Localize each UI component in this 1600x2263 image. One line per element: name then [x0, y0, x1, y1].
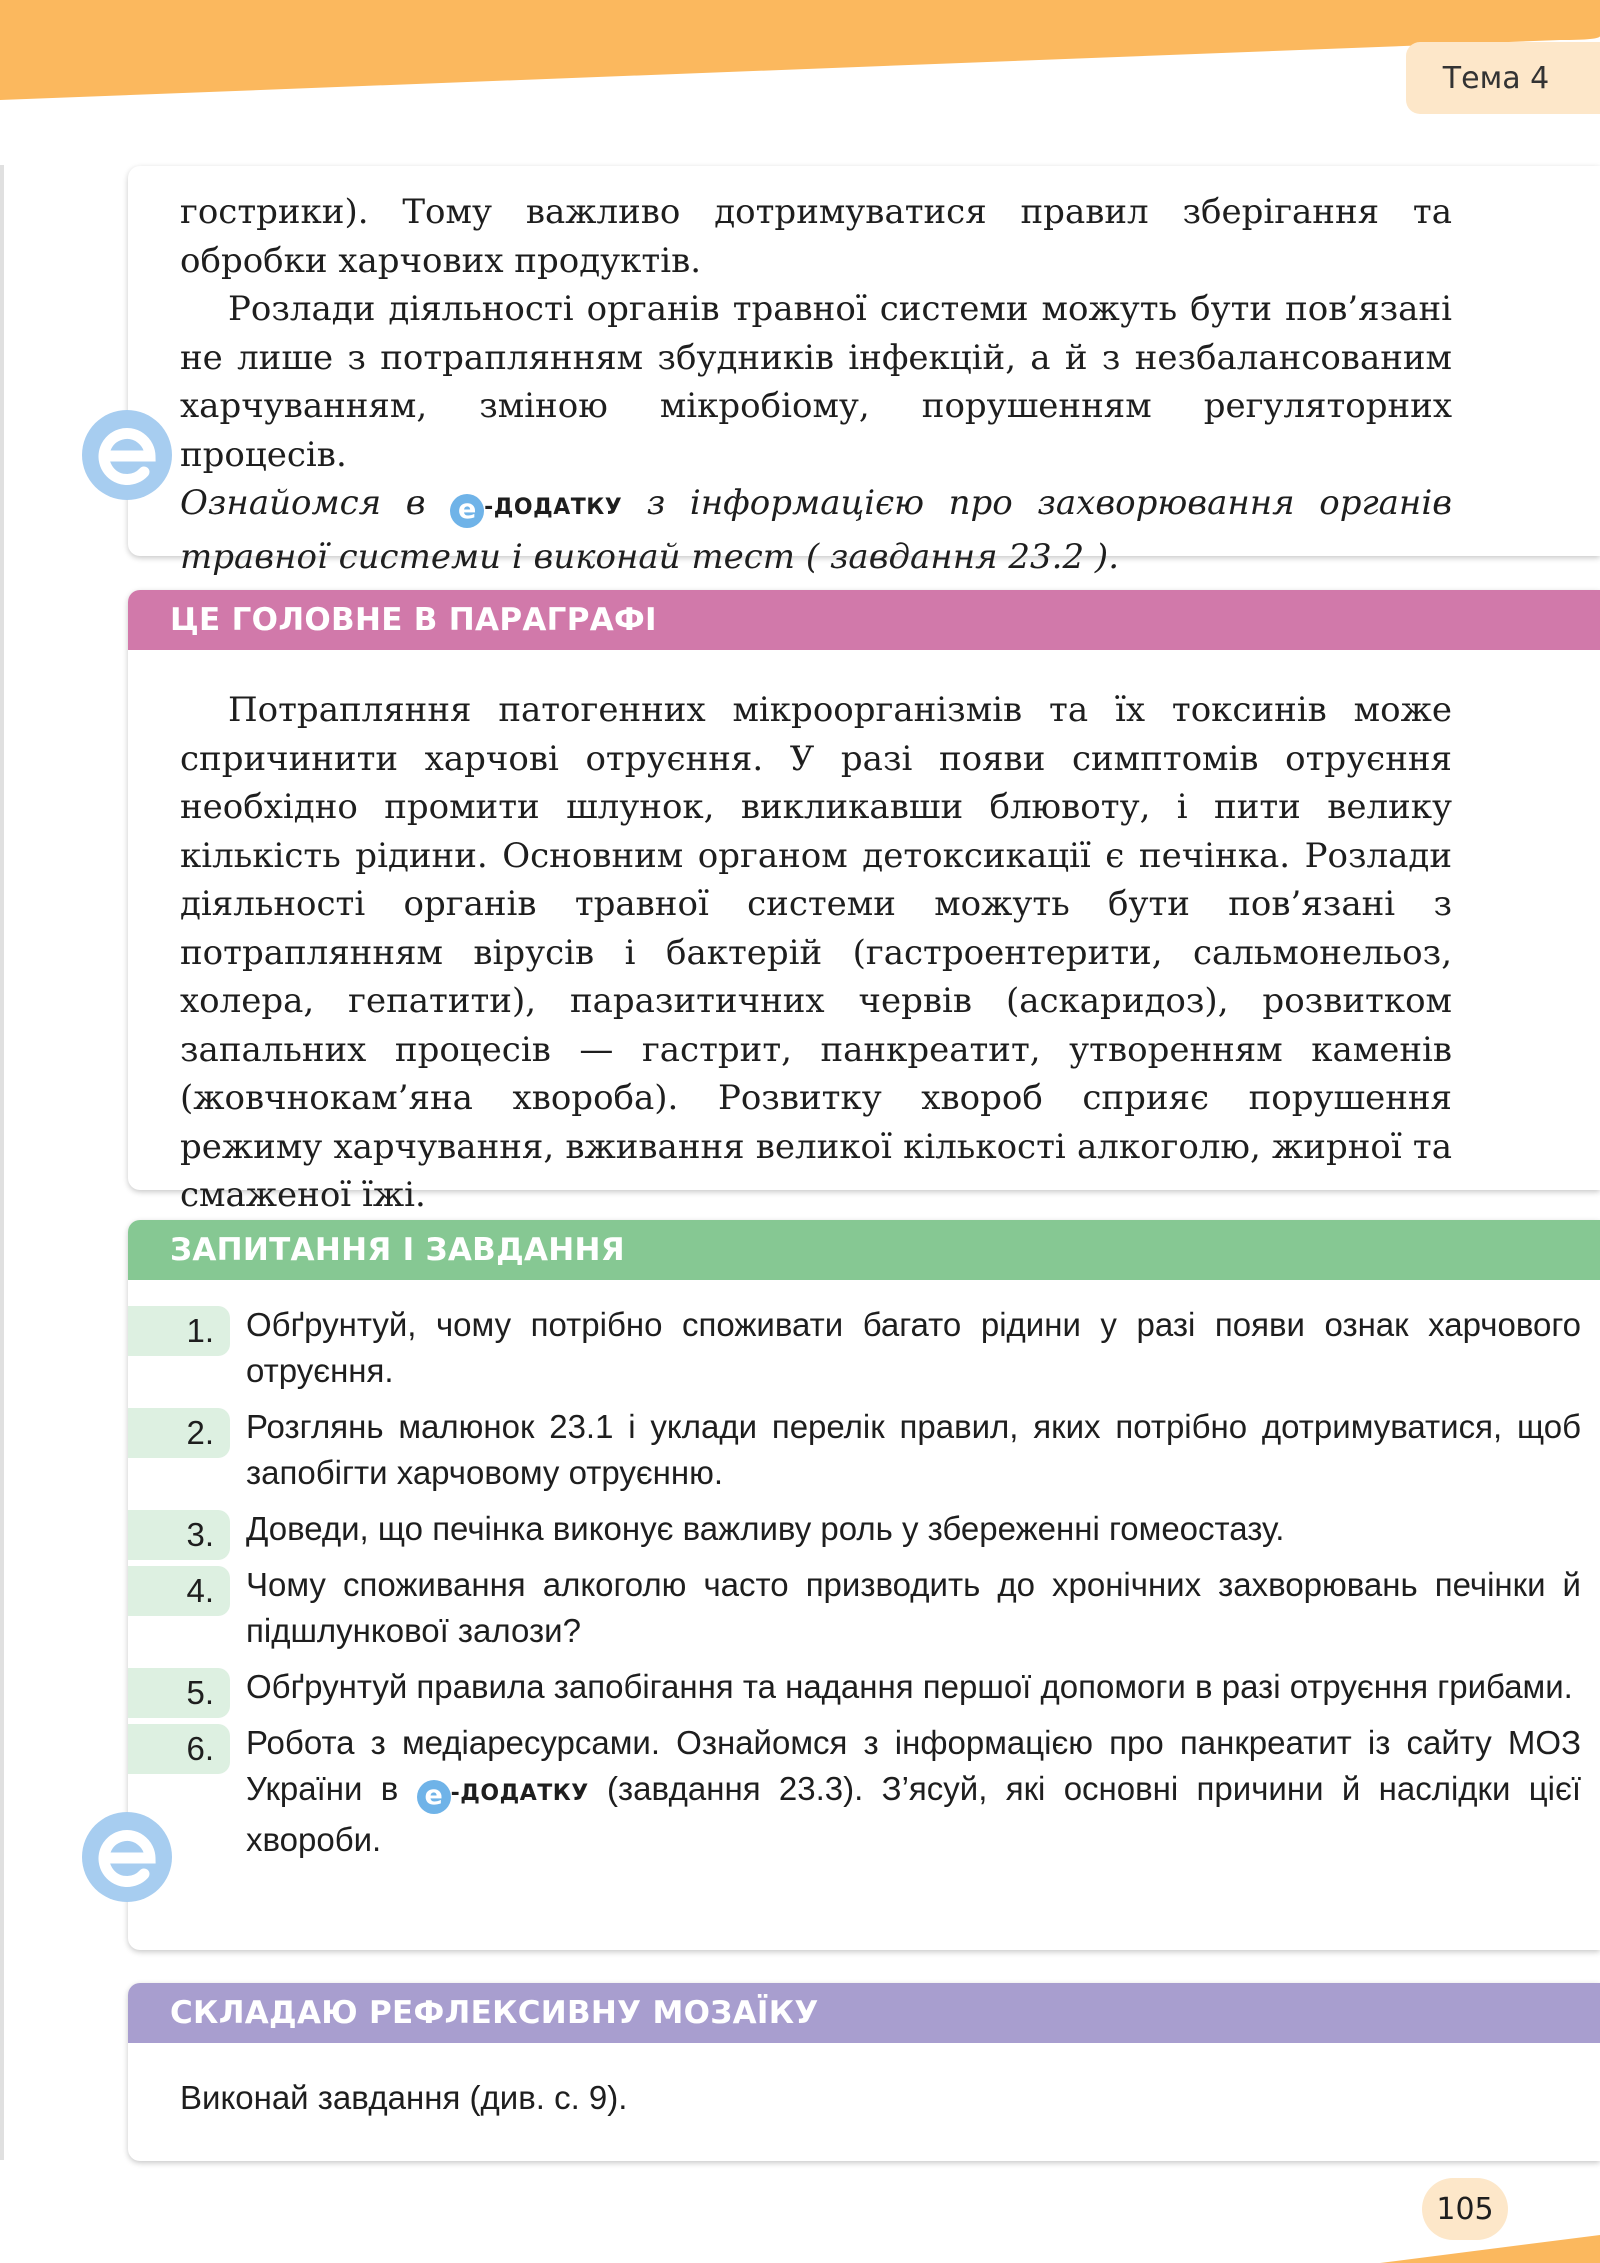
summary-title: ЦЕ ГОЛОВНЕ В ПАРАГРАФІ [128, 590, 1600, 650]
e-addon-icon[interactable]: e [417, 1780, 451, 1814]
questions-list [128, 1302, 1600, 1873]
addon-link-label[interactable]: -ДОДАТКУ [484, 495, 623, 520]
question-item-6 [128, 1720, 1600, 1863]
question-text: Доведи, що печінка виконує важливу роль у збереженні гомеостазу. [246, 1510, 1285, 1547]
question-6-before: Робота з медіаресурсами. Ознайомся з інформацією про панкреатит із сайту МОЗ України в [246, 1724, 1581, 1807]
page-margin-strip [0, 165, 4, 2160]
question-number: 4. [186, 1572, 214, 1609]
summary-text: Потрапляння патогенних мікроорганізмів та їх токсинів може спричинити харчові отруєння. У разі появи симптомів отруєння необхідно промити шлунок, викликавши блювоту, і пити велику кількість рідини. Основним органом детоксикації є печінка. Розлади діяльності органів травної системи можуть бути пов’язані з потраплянням вірусів і бактерій (гастроентерити, сальмонельоз, холера, гепатити), паразитичних червів (аскаридоз), розвитком запальних процесів — гастрит, панкреатит, утворенням каменів (жовчнокам’яна хвороба). Розвитку хвороб сприяє порушення режиму харчування, вживання великої кількості алкоголю, жирної та смаженої їжі. [180, 690, 1452, 1215]
question-item-1 [128, 1302, 1600, 1394]
page-number: 105 [1422, 2178, 1508, 2240]
reflection-card [128, 1983, 1600, 2161]
theme-label: Тема 4 [1406, 42, 1600, 114]
question-number: 3. [186, 1516, 214, 1553]
reflection-text: Виконай завдання (див. с. 9). [180, 2079, 628, 2116]
e-resource-icon[interactable] [82, 1810, 172, 1904]
top-orange-band [0, 0, 1600, 110]
question-number: 1. [186, 1312, 214, 1349]
question-text: Обґрунтуй правила запобігання та надання першої допомоги в разі отруєння грибами. [246, 1668, 1573, 1705]
question-number: 5. [186, 1674, 214, 1711]
e-resource-icon[interactable] [82, 408, 172, 502]
summary-text-block [180, 686, 1452, 1220]
e-addon-icon[interactable]: e [450, 494, 484, 528]
question-text: Обґрунтуй, чому потрібно споживати багато рідини у разі появи ознак харчового отруєння. [246, 1306, 1581, 1389]
question-number: 2. [186, 1414, 214, 1451]
intro-paragraph-1: гострики). Тому важливо дотримуватися правил зберігання та обробки харчових продуктів. [180, 192, 1452, 281]
question-6-after: (завдання 23.3). З’ясуй, які основні причини й наслідки цієї хвороби. [246, 1770, 1581, 1858]
question-text: Чому споживання алкоголю часто призводить до хронічних захворювань печінки й підшлункової залози? [246, 1566, 1581, 1649]
bottom-orange-band [0, 2180, 1600, 2263]
question-text: Розглянь малюнок 23.1 і уклади перелік правил, яких потрібно дотримуватися, щоб запобігти харчовому отруєнню. [246, 1408, 1581, 1491]
addon-link-label[interactable]: -ДОДАТКУ [450, 1781, 589, 1806]
question-item-5 [128, 1664, 1600, 1710]
reflection-title: СКЛАДАЮ РЕФЛЕКСИВНУ МОЗАЇКУ [128, 1983, 1600, 2043]
intro-p3-before: Ознайомся в [180, 483, 451, 523]
intro-text [180, 188, 1452, 581]
question-item-4 [128, 1562, 1600, 1654]
question-number: 6. [186, 1730, 214, 1767]
question-text [246, 1720, 1581, 1863]
question-item-3 [128, 1506, 1600, 1552]
intro-paragraph-2: Розлади діяльності органів травної системи можуть бути пов’язані не лише з потраплянням збудників інфекцій, а й з незбалансованим харчуванням, зміною мікробіому, порушенням регуляторних процесів. [180, 289, 1452, 475]
question-item-2 [128, 1404, 1600, 1496]
questions-title: ЗАПИТАННЯ І ЗАВДАННЯ [128, 1220, 1600, 1280]
intro-paragraph-3 [180, 479, 1452, 581]
intro-p3-after: з інформацією про захворювання органів травної системи і виконай тест ( завдання 23.2 ). [180, 483, 1452, 577]
